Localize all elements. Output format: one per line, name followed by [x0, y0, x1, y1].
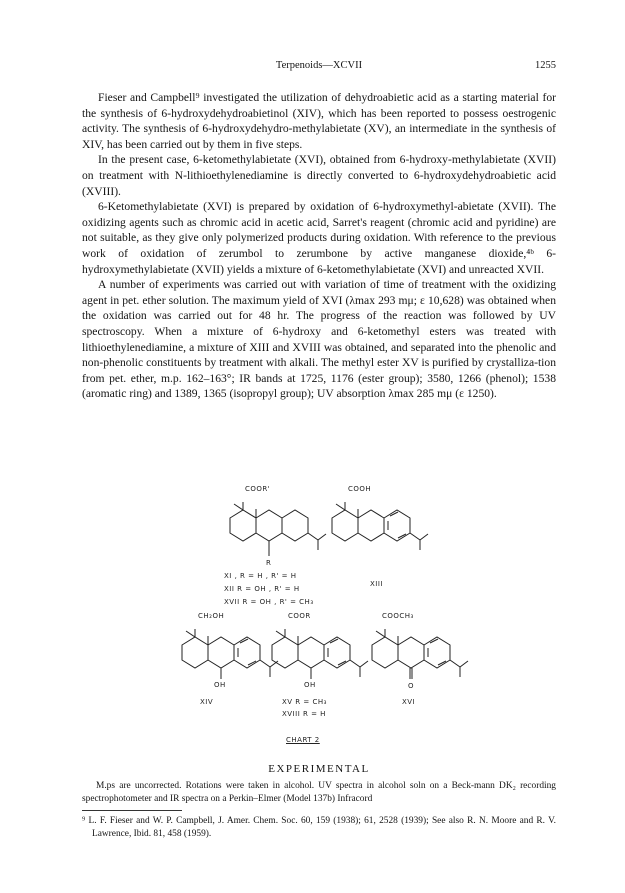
substituent-label: OH — [304, 681, 316, 689]
substituent-label: R — [266, 559, 272, 567]
paragraph: A number of experiments was carried out with variation of time of treatment with the oxidizing agent in pet. ether solution. The maximum yield of XVI (λmax 293 mμ; ε 10,628) was obtained when the oxidation was carried out for 48 hr. The progress of the reaction was followed by UV spectroscopy. When a mixture of 6-hydroxy and 6-ketomethyl esters was treated with lithioethylenediamine, a mixture of XIII and XVIII was obtained, and separated into the phenolic and non-phenolic constituents by treatment with alkali. The methyl ester XV is purified by crystalliza-tion from pet. ether, m.p. 162–163°; IR bands at 1725, 1176 (ester group); 3580, 1266 (phenol); 1538 (aromatic ring) and 1389, 1365 (isopropyl group); UV absorption λmax 285 mμ (ε 1250). — [82, 278, 556, 401]
footnote-rule — [82, 810, 182, 811]
substituent-label: OH — [214, 681, 226, 689]
paragraph: In the present case, 6-ketomethylabietate (XVI), obtained from 6-hydroxy-methylabietate (XVII) on treatment with N-lithioethylenediamine is directly converted to 6-hydroxydehydroabietic acid (XVIII). — [82, 153, 556, 198]
experimental-text — [82, 780, 556, 806]
substituent-label: O — [408, 682, 415, 690]
compound-label: XIII — [370, 580, 383, 588]
chemical-structures-chart — [82, 480, 556, 760]
compound-label: XI , R = H , R' = H — [224, 572, 297, 580]
structure-drawings — [82, 480, 556, 760]
footnote-text: ⁹ L. F. Fieser and W. P. Campbell, J. Amer. Chem. Soc. 60, 159 (1938); 61, 2528 (1939); See also R. N. Moore and R. V. Lawrence, Ibid. 81, 458 (1959). — [82, 816, 556, 839]
paragraph: 6-Ketomethylabietate (XVI) is prepared by oxidation of 6-hydroxymethyl-abietate (XVII). The oxidizing agents such as chromic acid in acetic acid, Sarret's reagent (chromic acid and pyridine) are not suitable, as they give only polymerized products during oxidation. With reference to the previous work of oxidation of zerumbol to zerumbone by active manganese dioxide,⁴ᵇ 6-hydroxymethylabietate (XVII) yields a mixture of 6-ketomethylabietate (XVI) and unreacted XVII. — [82, 200, 556, 276]
substituent-label: COOH — [348, 485, 372, 493]
paragraph: Fieser and Campbell⁹ investigated the utilization of dehydroabietic acid as a starting material for the synthesis of 6-hydroxydehydroabietinol (XIV), which has been reported to possess oestrogenic activity. The synthesis of 6-hydroxydehydro-methylabietate (XV), an intermediate in the synthesis of XIV, has been carried out by them in five steps. — [82, 91, 556, 151]
running-header — [82, 60, 556, 74]
compound-label: XVI — [402, 698, 416, 706]
footnote — [82, 815, 556, 841]
section-heading: EXPERIMENTAL — [268, 763, 370, 775]
compound-label: XV R = CH₃ — [282, 698, 327, 706]
compound-label: XII R = OH , R' = H — [224, 585, 300, 593]
chart-label: CHART 2 — [286, 736, 320, 744]
page-number: 1255 — [535, 60, 556, 71]
running-title: Terpenoids—XCVII — [275, 60, 363, 71]
substituent-label: CH₂OH — [198, 612, 225, 620]
article-body — [82, 90, 556, 402]
substituent-label: COOR' — [245, 485, 271, 493]
compound-label: XVIII R = H — [282, 710, 326, 718]
paragraph: M.ps are uncorrected. Rotations were taken in alcohol. UV spectra in alcohol soln on a Beck-mann DK₂ recording spectrophotometer and IR spectra on a Perkin–Elmer (Model 137b) Infracord — [82, 781, 556, 804]
compound-label: XVII R = OH , R' = CH₃ — [224, 598, 314, 606]
substituent-label: COOCH₃ — [382, 612, 414, 620]
substituent-label: COOR — [288, 612, 311, 620]
compound-label: XIV — [200, 698, 214, 706]
